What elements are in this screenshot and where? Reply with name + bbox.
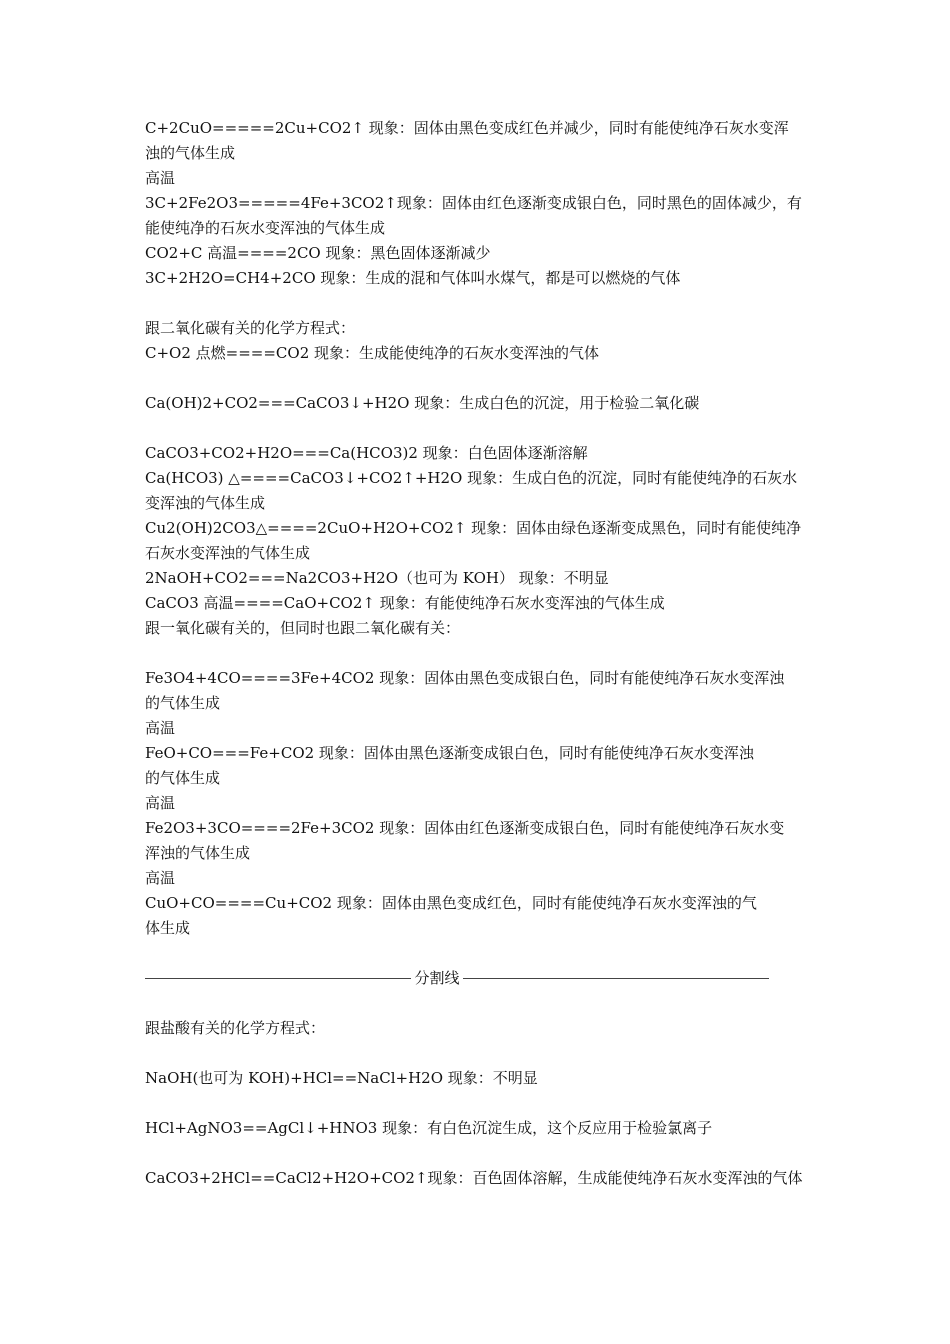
text-line: 变浑浊的气体生成 xyxy=(145,494,266,512)
text-line: 3C+2H2O=CH4+2CO 现象：生成的混和气体叫水煤气，都是可以燃烧的气体 xyxy=(145,269,681,287)
text-line: 2NaOH+CO2===Na2CO3+H2O（也可为 KOH） 现象：不明显 xyxy=(145,569,609,587)
blank-line xyxy=(145,641,813,666)
blank-line xyxy=(145,1141,813,1166)
text-line: 体生成 xyxy=(145,919,191,937)
divider-rule-right xyxy=(463,978,769,979)
divider-rule-left xyxy=(145,978,411,979)
text-line: 高温 xyxy=(145,869,176,887)
blank-line xyxy=(145,291,813,316)
section-divider xyxy=(145,966,769,991)
text-line: 的气体生成 xyxy=(145,769,221,787)
text-line: 高温 xyxy=(145,719,176,737)
text-line: 浊的气体生成 xyxy=(145,144,236,162)
text-line: Cu2(OH)2CO3△====2CuO+H2O+CO2↑ 现象：固体由绿色逐渐变成黑色，同时有能使纯净 xyxy=(145,519,802,537)
text-line: CaCO3 高温====CaO+CO2↑ 现象：有能使纯净石灰水变浑浊的气体生成 xyxy=(145,594,665,612)
text-line: CO2+C 高温====2CO 现象：黑色固体逐渐减少 xyxy=(145,244,491,262)
section-heading: 跟盐酸有关的化学方程式： xyxy=(145,1019,326,1037)
text-line: Fe2O3+3CO====2Fe+3CO2 现象：固体由红色逐渐变成银白色，同时有能使纯净石灰水变 xyxy=(145,819,785,837)
text-line: CaCO3+CO2+H2O===Ca(HCO3)2 现象：白色固体逐渐溶解 xyxy=(145,444,588,462)
text-line: 3C+2Fe2O3=====4Fe+3CO2↑现象：固体由红色逐渐变成银白色，同时黑色的固体减少，有 xyxy=(145,194,802,212)
text-line: 高温 xyxy=(145,794,176,812)
blank-line xyxy=(145,416,813,441)
blank-line xyxy=(145,1091,813,1116)
text-line: C+2CuO=====2Cu+CO2↑ 现象：固体由黑色变成红色并减少，同时有能使纯净石灰水变浑 xyxy=(145,119,789,137)
text-line: 浑浊的气体生成 xyxy=(145,844,251,862)
section-heading: 跟二氧化碳有关的化学方程式： xyxy=(145,319,356,337)
carbon-reactions-section xyxy=(145,116,813,291)
co-reactions-section xyxy=(145,666,813,941)
text-line: Ca(HCO3) △====CaCO3↓+CO2↑+H2O 现象：生成白色的沉淀，同时有能使纯净的石灰水 xyxy=(145,469,798,487)
blank-line xyxy=(145,991,813,1016)
blank-line xyxy=(145,1041,813,1066)
text-line: FeO+CO===Fe+CO2 现象：固体由黑色逐渐变成银白色，同时有能使纯净石灰水变浑浊 xyxy=(145,744,754,762)
text-line: Fe3O4+4CO====3Fe+4CO2 现象：固体由黑色变成银白色，同时有能使纯净石灰水变浑浊 xyxy=(145,669,785,687)
section-heading: 跟一氧化碳有关的，但同时也跟二氧化碳有关： xyxy=(145,619,461,637)
hcl-reactions-section xyxy=(145,1016,813,1191)
document-body xyxy=(145,116,813,1191)
text-line: 能使纯净的石灰水变浑浊的气体生成 xyxy=(145,219,386,237)
co2-reactions-section xyxy=(145,316,813,641)
text-line: 的气体生成 xyxy=(145,694,221,712)
text-line: 石灰水变浑浊的气体生成 xyxy=(145,544,311,562)
blank-line xyxy=(145,366,813,391)
text-line: 高温 xyxy=(145,169,176,187)
text-line: CaCO3+2HCl==CaCl2+H2O+CO2↑现象：百色固体溶解，生成能使纯净石灰水变浑浊的气体 xyxy=(145,1169,803,1187)
text-line: HCl+AgNO3==AgCl↓+HNO3 现象：有白色沉淀生成，这个反应用于检验氯离子 xyxy=(145,1119,713,1137)
blank-line xyxy=(145,941,813,966)
text-line: Ca(OH)2+CO2===CaCO3↓+H2O 现象：生成白色的沉淀，用于检验二氧化碳 xyxy=(145,394,700,412)
divider-label: 分割线 xyxy=(414,969,460,987)
text-line: NaOH(也可为 KOH)+HCl==NaCl+H2O 现象：不明显 xyxy=(145,1069,538,1087)
text-line: CuO+CO====Cu+CO2 现象：固体由黑色变成红色，同时有能使纯净石灰水变浑浊的气 xyxy=(145,894,757,912)
text-line: C+O2 点燃====CO2 现象：生成能使纯净的石灰水变浑浊的气体 xyxy=(145,344,600,362)
